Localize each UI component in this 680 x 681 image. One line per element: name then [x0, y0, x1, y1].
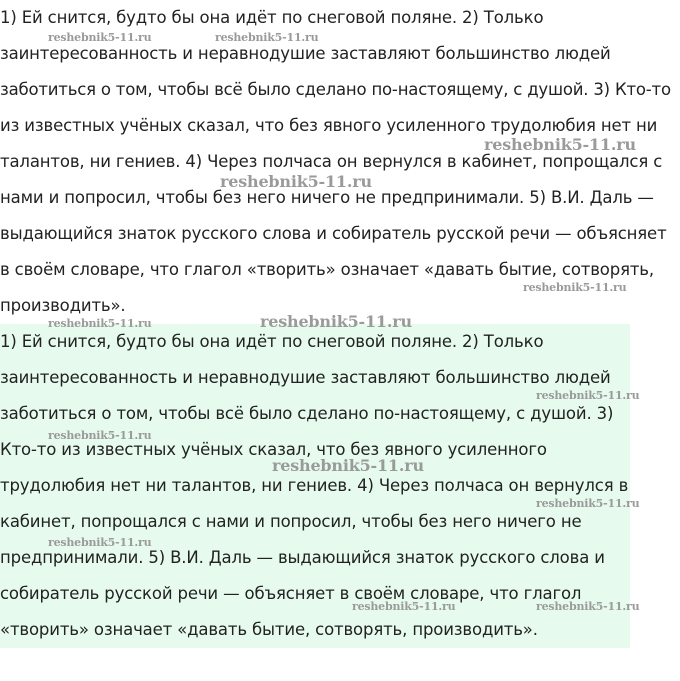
text-line: кабинет, попрощался с нами и попросил, чтобы без него ничего не — [0, 512, 582, 531]
watermark: reshebnik5-11.ru — [523, 281, 627, 294]
watermark: reshebnik5-11.ru — [220, 172, 372, 191]
text-line: в своём словаре, что глагол «творить» означает «давать бытие, сотворять, — [0, 260, 654, 279]
text-line: производить». — [0, 296, 126, 315]
watermark: reshebnik5-11.ru — [215, 31, 319, 44]
text-line: нами и попросил, чтобы без него ничего не предпринимали. 5) В.И. Даль — — [0, 188, 654, 207]
watermark: reshebnik5-11.ru — [260, 312, 412, 331]
text-line: 1) Ей снится, будто бы она идёт по снеговой поляне. 2) Только — [0, 8, 544, 27]
text-line: заинтересованность и неравнодушие заставляют большинство людей — [0, 368, 611, 387]
text-line: талантов, ни гениев. 4) Через полчаса он вернулся в кабинет, попрощался с — [0, 152, 663, 171]
text-line: Кто-то из известных учёных сказал, что без явного усиленного — [0, 440, 547, 459]
paragraph-plain — [0, 0, 672, 324]
watermark: reshebnik5-11.ru — [48, 317, 152, 330]
text-line: заботиться о том, чтобы всё было сделано по-настоящему, с душой. 3) Кто-то — [0, 80, 671, 99]
watermark: reshebnik5-11.ru — [272, 456, 424, 475]
text-line: предпринимали. 5) В.И. Даль — выдающийся знаток русского слова и — [0, 548, 605, 567]
watermark: reshebnik5-11.ru — [352, 600, 456, 613]
text-line: собиратель русской речи — объясняет в своём словаре, что глагол — [0, 584, 582, 603]
text-line: заботиться о том, чтобы всё было сделано по-настоящему, с душой. 3) — [0, 404, 614, 423]
text-line: из известных учёных сказал, что без явного усиленного трудолюбия нет ни — [0, 116, 658, 135]
text-line: выдающийся знаток русского слова и собиратель русской речи — объясняет — [0, 224, 667, 243]
watermark: reshebnik5-11.ru — [536, 600, 640, 613]
watermark: reshebnik5-11.ru — [48, 31, 152, 44]
watermark: reshebnik5-11.ru — [48, 536, 152, 549]
text-line: заинтересованность и неравнодушие заставляют большинство людей — [0, 44, 611, 63]
watermark: reshebnik5-11.ru — [484, 135, 636, 154]
watermark: reshebnik5-11.ru — [48, 429, 152, 442]
text-line: трудолюбия нет ни талантов, ни гениев. 4) Через полчаса он вернулся в — [0, 476, 629, 495]
watermark: reshebnik5-11.ru — [536, 389, 640, 402]
text-line: «творить» означает «давать бытие, сотворять, производить». — [0, 620, 538, 639]
watermark: reshebnik5-11.ru — [536, 497, 640, 510]
text-line: 1) Ей снится, будто бы она идёт по снеговой поляне. 2) Только — [0, 332, 544, 351]
